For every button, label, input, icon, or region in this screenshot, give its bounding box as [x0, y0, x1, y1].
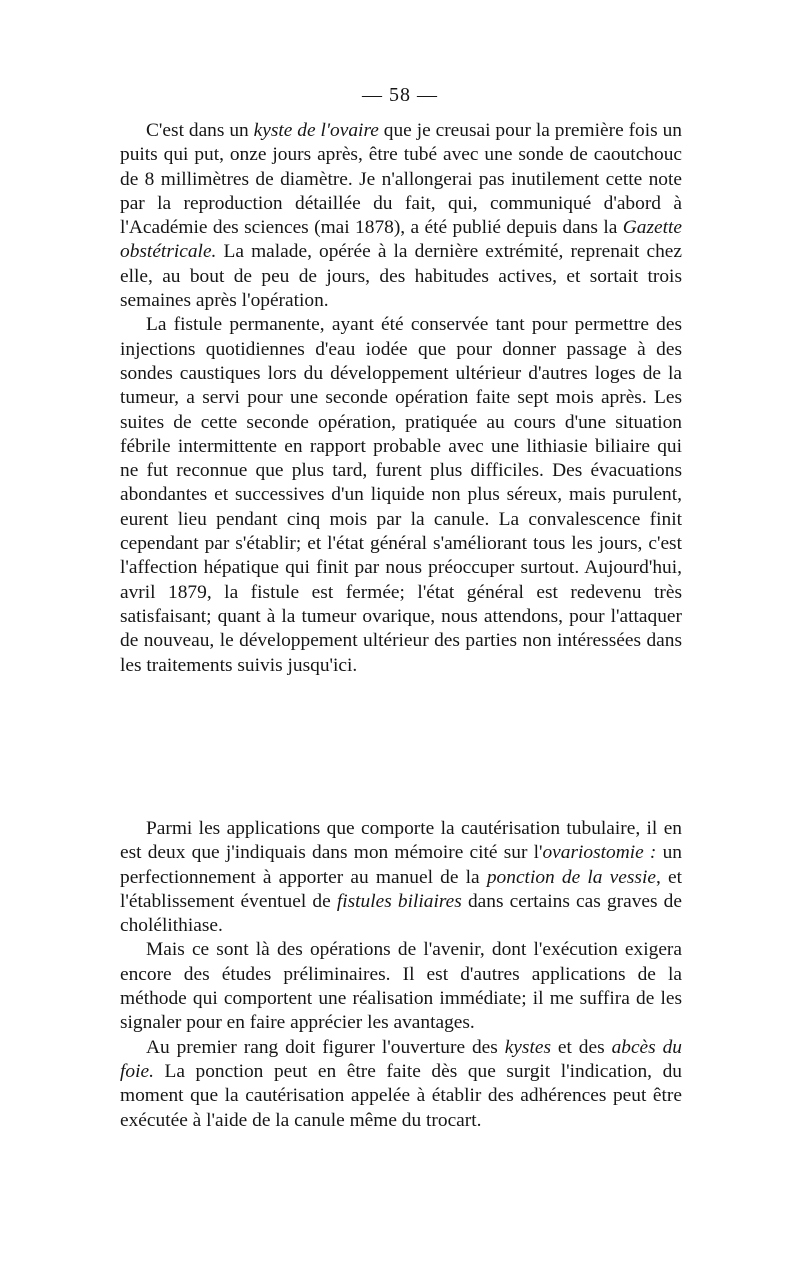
paragraph-fistula: La fistule permanente, ayant été conservée tant pour permettre des injections quotidiennes d'eau iodée que pour donner passage à des sondes caustiques lors du développement ultérieur d'autres loges de la tumeur, a servi pour une seconde opération faite sept mois après. Les suites de cette seconde opération, pratiquée au cours d'une situation fébrile intermittente en rapport probable avec une lithiasie biliaire qui ne fut reconnue que plus tard, furent plus difficiles. Des évacuations abondantes et successives d'un liquide non plus séreux, mais purulent, eurent lieu pendant cinq mois par la canule. La convalescence finit cependant par s'établir; et l'état général s'améliorant tous les jours, c'est l'affection hépatique qui finit par nous préoccuper surtout. Aujourd'hui, avril 1879, la fistule est fermée; l'état général est redevenu très satisfaisant; quant à la tumeur ovarique, nous attendons, pour l'attaquer de nouveau, le développement ultérieur des parties non intéressées dans les traitements suivis jusqu'ici.: [120, 314, 682, 676]
paragraph-future-operations: Mais ce sont là des opérations de l'avenir, dont l'exécution exigera encore des études préliminaires. Il est d'autres applications de la méthode qui comportent une réalisation immédiate; il me suffira de les signaler pour en faire apprécier les avantages.: [120, 939, 682, 1034]
italic-term: abcès du foie.: [120, 1036, 683, 1082]
italic-term: ponction de la vessie: [486, 866, 656, 888]
text-run: , et l'établissement éventuel de: [120, 866, 682, 912]
text-run: La ponction peut en être faite dès que surgit l'indication, du moment que la cautérisation appelée à établir des adhérences peut être exécutée à l'aide de la canule même du trocart.: [120, 1060, 682, 1131]
text-run: dans certains cas graves de cholélithiase.: [120, 890, 682, 937]
italic-term: ovariostomie :: [542, 842, 657, 864]
italic-term: kyste de l'ovaire: [253, 120, 379, 141]
paragraph-applications: [120, 817, 682, 938]
paragraph-ovarian-cyst: [120, 119, 682, 313]
text-run: un perfectionnement à apporter au manuel de la: [120, 842, 682, 888]
text-run: Parmi les applications que comporte la cautérisation tubulaire, il en est deux que j'indiquais dans mon mémoire cité sur l': [120, 818, 682, 864]
text-run: Au premier rang doit figurer l'ouverture des: [146, 1036, 505, 1058]
text-run: La malade, opérée à la dernière extrémité, reprenait chez elle, au bout de peu de jours, des habitudes actives, et sortait trois semaines après l'opération.: [120, 241, 682, 312]
text-run: et des: [551, 1036, 612, 1058]
paragraph-liver-cysts: [120, 1036, 682, 1133]
italic-term: kystes: [504, 1036, 552, 1058]
page-number: — 58 —: [362, 84, 438, 106]
text-section-2: [120, 817, 682, 1133]
text-section-1: [120, 119, 682, 678]
journal-title: Gazette obstétricale.: [120, 217, 682, 263]
text-run: C'est dans un: [146, 120, 254, 141]
text-run: que je creusai pour la première fois un puits qui put, onze jours après, être tubé avec une sonde de caoutchouc de 8 millimètres de diamètre. Je n'allongerai pas inutilement cette note par la reproduction détaillée du fait, qui, communiqué d'abord à l'Académie des sciences (mai 1878), a été publié depuis dans la: [120, 120, 682, 239]
italic-term: fistules biliaires: [336, 890, 462, 912]
